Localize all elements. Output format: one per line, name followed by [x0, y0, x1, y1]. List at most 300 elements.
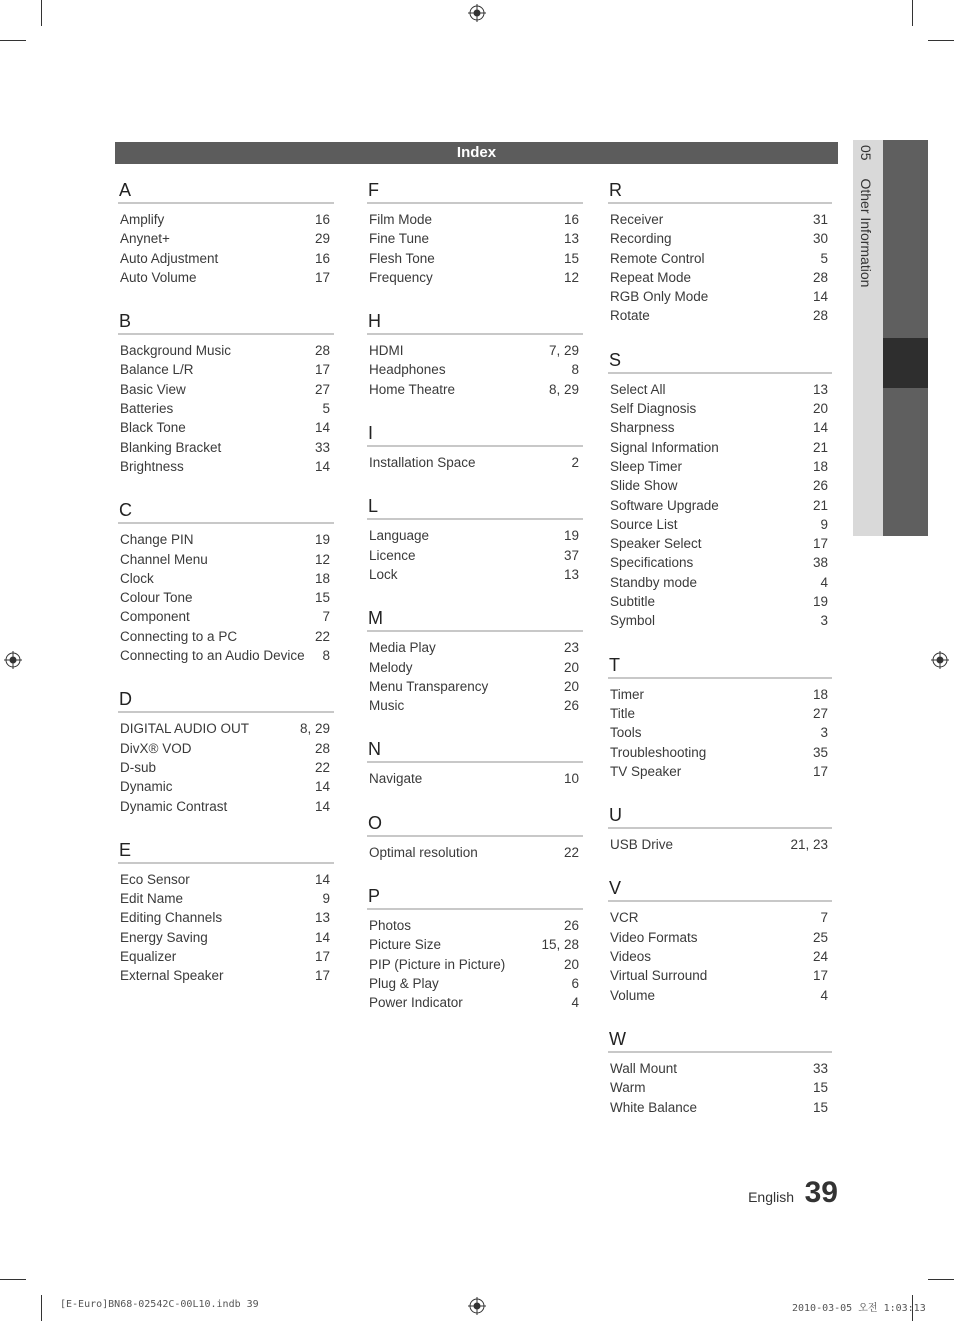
list-item [367, 380, 583, 399]
index-page-ref: 17 [314, 949, 330, 965]
index-entry-list [608, 902, 832, 1004]
registration-mark-icon [931, 651, 949, 669]
index-page-ref: 31 [812, 212, 828, 227]
list-item [608, 515, 832, 534]
list-item [608, 438, 832, 457]
index-page-ref: 33 [812, 1060, 828, 1076]
index-term: DIGITAL AUDIO OUT [120, 721, 250, 737]
index-term: Colour Tone [120, 590, 193, 606]
list-item [367, 993, 583, 1012]
index-term: Eco Sensor [120, 871, 190, 887]
index-term: Subtitle [610, 594, 656, 610]
index-column-1 [118, 178, 334, 1008]
index-section-c [118, 498, 334, 665]
index-page-ref: 15 [314, 590, 330, 606]
index-term: Headphones [369, 362, 446, 378]
list-item [118, 530, 334, 549]
list-item [367, 341, 583, 360]
index-page-ref: 19 [812, 594, 828, 610]
index-term: Video Formats [610, 929, 698, 945]
list-item [118, 719, 334, 738]
index-term: Recording [610, 231, 672, 247]
index-term: Amplify [120, 212, 165, 227]
index-page-ref: 26 [563, 918, 579, 934]
index-term: D-sub [120, 759, 157, 775]
list-item [118, 380, 334, 399]
list-item [367, 974, 583, 993]
index-term: Videos [610, 949, 652, 965]
list-item [118, 229, 334, 248]
index-page-ref: 14 [314, 798, 330, 814]
index-page-ref: 10 [563, 771, 579, 787]
list-item [608, 1098, 832, 1117]
index-letter-heading: O [367, 811, 583, 837]
index-term: Repeat Mode [610, 269, 692, 285]
index-section-e [118, 838, 334, 986]
list-item [608, 476, 832, 495]
index-letter-heading: A [118, 178, 334, 204]
list-item [608, 947, 832, 966]
index-page-ref: 30 [812, 231, 828, 247]
index-page-ref: 12 [563, 269, 579, 285]
index-letter-heading: H [367, 309, 583, 335]
index-page-ref: 26 [563, 698, 579, 714]
list-item [118, 418, 334, 437]
index-term: Title [610, 705, 636, 721]
index-page-ref: 17 [812, 763, 828, 779]
index-section-i [367, 421, 583, 472]
list-item [608, 380, 832, 399]
list-item [367, 677, 583, 696]
list-item [118, 627, 334, 646]
index-entry-list [118, 864, 334, 986]
list-item [367, 229, 583, 248]
index-page-ref: 28 [314, 740, 330, 756]
index-term: Virtual Surround [610, 968, 708, 984]
index-page-ref: 21 [812, 439, 828, 455]
list-item [608, 986, 832, 1005]
index-column-2 [367, 178, 583, 1035]
index-term: Anynet+ [120, 231, 170, 247]
index-entry-list [367, 520, 583, 584]
index-page-ref: 16 [314, 250, 330, 266]
list-item [608, 611, 832, 630]
list-item [367, 916, 583, 935]
list-item [608, 249, 832, 268]
list-item [118, 928, 334, 947]
index-entry-list [608, 679, 832, 781]
index-term: Brightness [120, 458, 184, 474]
list-item [118, 797, 334, 816]
index-entry-list [118, 335, 334, 476]
index-page-ref: 7 [322, 609, 330, 625]
index-page-ref: 14 [314, 458, 330, 474]
index-term: Film Mode [369, 212, 433, 227]
list-item [118, 341, 334, 360]
list-item [367, 360, 583, 379]
list-item [367, 268, 583, 287]
index-page-ref: 14 [812, 289, 828, 305]
index-page-ref: 28 [314, 343, 330, 359]
index-letter-heading: B [118, 309, 334, 335]
index-letter-heading: N [367, 737, 583, 763]
index-term: Frequency [369, 269, 433, 285]
index-entry-list [367, 447, 583, 472]
index-term: Component [120, 609, 190, 625]
index-term: Basic View [120, 381, 186, 397]
index-section-w [608, 1027, 832, 1117]
page-number: 39 [804, 1176, 838, 1209]
index-page-ref: 18 [812, 458, 828, 474]
registration-mark-icon [468, 1297, 486, 1315]
registration-mark-icon [468, 4, 486, 22]
index-entry-list [118, 713, 334, 815]
print-info-right: 2010-03-05 오전 1:03:13 [792, 1303, 926, 1314]
index-term: Change PIN [120, 532, 194, 548]
index-term: Music [369, 698, 405, 714]
index-page-ref: 28 [812, 308, 828, 324]
index-section-r [608, 178, 832, 326]
index-term: Blanking Bracket [120, 439, 222, 455]
list-item [608, 966, 832, 985]
index-term: Batteries [120, 401, 174, 417]
index-section-l [367, 494, 583, 584]
list-item [608, 229, 832, 248]
index-page-ref: 15 [563, 250, 579, 266]
index-term: Sleep Timer [610, 458, 683, 474]
index-page-ref: 5 [322, 401, 330, 417]
list-item [367, 526, 583, 545]
index-entry-list [367, 335, 583, 399]
index-term: DivX® VOD [120, 740, 192, 756]
index-term: Self Diagnosis [610, 401, 697, 417]
list-item [367, 546, 583, 565]
index-letter-heading: P [367, 884, 583, 910]
index-page-ref: 20 [812, 401, 828, 417]
index-term: Optimal resolution [369, 844, 478, 860]
index-term: Software Upgrade [610, 497, 719, 513]
index-term: Specifications [610, 555, 694, 571]
index-page-ref: 20 [563, 956, 579, 972]
list-item [608, 553, 832, 572]
index-entry-list [608, 374, 832, 631]
list-item [367, 638, 583, 657]
index-term: Background Music [120, 343, 232, 359]
index-entry-list [367, 910, 583, 1012]
list-item [608, 743, 832, 762]
index-section-o [367, 811, 583, 862]
index-section-f [367, 178, 583, 287]
chapter-tab-label [858, 145, 874, 287]
index-section-n [367, 737, 583, 788]
print-info-left: [E-Euro]BN68-02542C-00L10.indb 39 [60, 1299, 259, 1310]
index-term: Troubleshooting [610, 744, 707, 760]
index-page-ref: 7, 29 [548, 343, 579, 359]
index-page-ref: 4 [820, 574, 828, 590]
index-term: USB Drive [610, 837, 674, 853]
index-page-ref: 19 [314, 532, 330, 548]
index-term: PIP (Picture in Picture) [369, 956, 506, 972]
index-page-ref: 17 [812, 968, 828, 984]
index-page-ref: 6 [571, 975, 579, 991]
index-page-ref: 38 [812, 555, 828, 571]
index-term: Tools [610, 725, 642, 741]
index-page-ref: 17 [314, 968, 330, 984]
index-term: Licence [369, 547, 416, 563]
list-item [608, 1078, 832, 1097]
index-page-ref: 26 [812, 478, 828, 494]
index-page-ref: 25 [812, 929, 828, 945]
index-term: Slide Show [610, 478, 678, 494]
list-item [367, 935, 583, 954]
index-page-ref: 17 [314, 362, 330, 378]
chapter-number: 05 [858, 145, 874, 161]
list-item [367, 769, 583, 788]
index-term: Language [369, 528, 430, 544]
index-entry-list [118, 204, 334, 287]
list-item [118, 588, 334, 607]
index-term: Connecting to a PC [120, 628, 238, 644]
index-term: Dynamic [120, 779, 173, 795]
index-page-ref: 17 [812, 536, 828, 552]
list-item [118, 399, 334, 418]
index-page-ref: 16 [563, 212, 579, 227]
index-entry-list [367, 837, 583, 862]
list-item [608, 908, 832, 927]
list-item [118, 249, 334, 268]
index-page-ref: 3 [820, 613, 828, 629]
index-page-ref: 13 [563, 231, 579, 247]
index-page-ref: 20 [563, 678, 579, 694]
index-term: TV Speaker [610, 763, 682, 779]
index-section-u [608, 803, 832, 854]
list-item [608, 287, 832, 306]
index-page-ref: 13 [314, 910, 330, 926]
index-page-ref: 35 [812, 744, 828, 760]
list-item [118, 569, 334, 588]
list-item [367, 696, 583, 715]
index-term: Symbol [610, 613, 656, 629]
page-title: Index [456, 144, 497, 161]
index-term: Standby mode [610, 574, 698, 590]
index-term: RGB Only Mode [610, 289, 709, 305]
crop-mark [928, 40, 954, 41]
index-term: Navigate [369, 771, 423, 787]
index-page-ref: 14 [812, 420, 828, 436]
index-term: Source List [610, 516, 678, 532]
index-page-ref: 4 [820, 987, 828, 1003]
list-item [118, 550, 334, 569]
index-letter-heading: M [367, 606, 583, 632]
list-item [608, 268, 832, 287]
crop-mark [0, 40, 26, 41]
index-term: White Balance [610, 1099, 698, 1115]
list-item [118, 438, 334, 457]
index-page-ref: 2 [571, 455, 579, 471]
index-term: Plug & Play [369, 975, 439, 991]
index-page-ref: 22 [314, 628, 330, 644]
index-term: Dynamic Contrast [120, 798, 228, 814]
index-letter-heading: R [608, 178, 832, 204]
list-item [118, 870, 334, 889]
index-page-ref: 27 [314, 381, 330, 397]
index-page-ref: 14 [314, 929, 330, 945]
index-term: Power Indicator [369, 995, 463, 1011]
index-term: Remote Control [610, 250, 705, 266]
list-item [367, 955, 583, 974]
index-entry-list [367, 204, 583, 287]
index-section-v [608, 876, 832, 1004]
list-item [608, 399, 832, 418]
list-item [608, 835, 832, 854]
list-item [367, 658, 583, 677]
list-item [118, 777, 334, 796]
index-section-d [118, 687, 334, 815]
index-section-p [367, 884, 583, 1012]
list-item [608, 573, 832, 592]
index-page-ref: 29 [314, 231, 330, 247]
index-entry-list [608, 204, 832, 326]
index-letter-heading: W [608, 1027, 832, 1053]
index-page-ref: 18 [314, 570, 330, 586]
index-term: Volume [610, 987, 656, 1003]
list-item [608, 418, 832, 437]
index-term: Balance L/R [120, 362, 194, 378]
index-term: Sharpness [610, 420, 675, 436]
index-letter-heading: D [118, 687, 334, 713]
list-item [367, 210, 583, 229]
index-term: External Speaker [120, 968, 224, 984]
index-term: Equalizer [120, 949, 177, 965]
index-letter-heading: C [118, 498, 334, 524]
index-page-ref: 19 [563, 528, 579, 544]
list-item [608, 704, 832, 723]
index-page-ref: 8 [322, 648, 330, 664]
index-term: Home Theatre [369, 381, 456, 397]
index-section-s [608, 348, 832, 631]
index-term: Melody [369, 659, 413, 675]
index-page-ref: 16 [314, 212, 330, 227]
list-item [367, 565, 583, 584]
crop-mark [0, 1279, 26, 1280]
list-item [608, 762, 832, 781]
index-term: Rotate [610, 308, 650, 324]
index-page-ref: 20 [563, 659, 579, 675]
registration-mark-icon [4, 651, 22, 669]
index-page-ref: 28 [812, 269, 828, 285]
list-item [608, 534, 832, 553]
list-item [608, 457, 832, 476]
index-page-ref: 37 [563, 547, 579, 563]
index-letter-heading: E [118, 838, 334, 864]
index-term: Warm [610, 1080, 646, 1096]
index-section-h [367, 309, 583, 399]
index-page-ref: 7 [820, 910, 828, 926]
list-item [118, 889, 334, 908]
index-term: Receiver [610, 212, 664, 227]
index-term: Media Play [369, 640, 436, 656]
index-letter-heading: T [608, 653, 832, 679]
list-item [367, 843, 583, 862]
list-item [608, 723, 832, 742]
index-term: Auto Adjustment [120, 250, 219, 266]
index-term: Speaker Select [610, 536, 702, 552]
list-item [118, 758, 334, 777]
list-item [118, 210, 334, 229]
index-page-ref: 5 [820, 250, 828, 266]
list-item [118, 360, 334, 379]
index-term: Clock [120, 570, 154, 586]
index-page-ref: 15 [812, 1099, 828, 1115]
index-term: Signal Information [610, 439, 719, 455]
index-entry-list [118, 524, 334, 665]
index-letter-heading: I [367, 421, 583, 447]
index-term: Select All [610, 381, 666, 397]
list-item [118, 947, 334, 966]
list-item [118, 966, 334, 985]
index-column-3 [608, 178, 832, 1139]
crop-mark [41, 0, 42, 26]
list-item [367, 249, 583, 268]
index-title-bar [115, 142, 838, 164]
index-term: Photos [369, 918, 412, 934]
list-item [118, 607, 334, 626]
index-page-ref: 9 [322, 891, 330, 907]
index-term: Editing Channels [120, 910, 223, 926]
index-term: Menu Transparency [369, 678, 489, 694]
list-item [608, 496, 832, 515]
index-page-ref: 14 [314, 871, 330, 887]
index-term: VCR [610, 910, 639, 926]
index-page-ref: 9 [820, 516, 828, 532]
index-letter-heading: L [367, 494, 583, 520]
index-page-ref: 15 [812, 1080, 828, 1096]
index-entry-list [608, 829, 832, 854]
index-page-ref: 13 [812, 381, 828, 397]
index-term: Flesh Tone [369, 250, 435, 266]
index-page-ref: 13 [563, 566, 579, 582]
index-term: HDMI [369, 343, 404, 359]
index-page-ref: 8, 29 [299, 721, 330, 737]
index-entry-list [367, 763, 583, 788]
index-term: Installation Space [369, 455, 476, 471]
list-item [118, 457, 334, 476]
list-item [118, 908, 334, 927]
index-page-ref: 17 [314, 269, 330, 285]
index-entry-list [367, 632, 583, 715]
index-page-ref: 27 [812, 705, 828, 721]
index-section-b [118, 309, 334, 476]
index-page-ref: 12 [314, 551, 330, 567]
index-letter-heading: U [608, 803, 832, 829]
index-term: Auto Volume [120, 269, 197, 285]
chapter-tab-marker [883, 338, 928, 388]
index-letter-heading: S [608, 348, 832, 374]
index-term: Lock [369, 566, 398, 582]
index-page-ref: 14 [314, 779, 330, 795]
list-item [118, 739, 334, 758]
index-term: Timer [610, 686, 644, 702]
index-term: Energy Saving [120, 929, 208, 945]
index-page-ref: 21, 23 [790, 837, 828, 853]
index-term: Channel Menu [120, 551, 208, 567]
list-item [608, 306, 832, 325]
list-item [608, 1059, 832, 1078]
list-item [608, 928, 832, 947]
index-page-ref: 8 [571, 362, 579, 378]
index-page-ref: 3 [820, 725, 828, 741]
crop-mark [912, 0, 913, 26]
